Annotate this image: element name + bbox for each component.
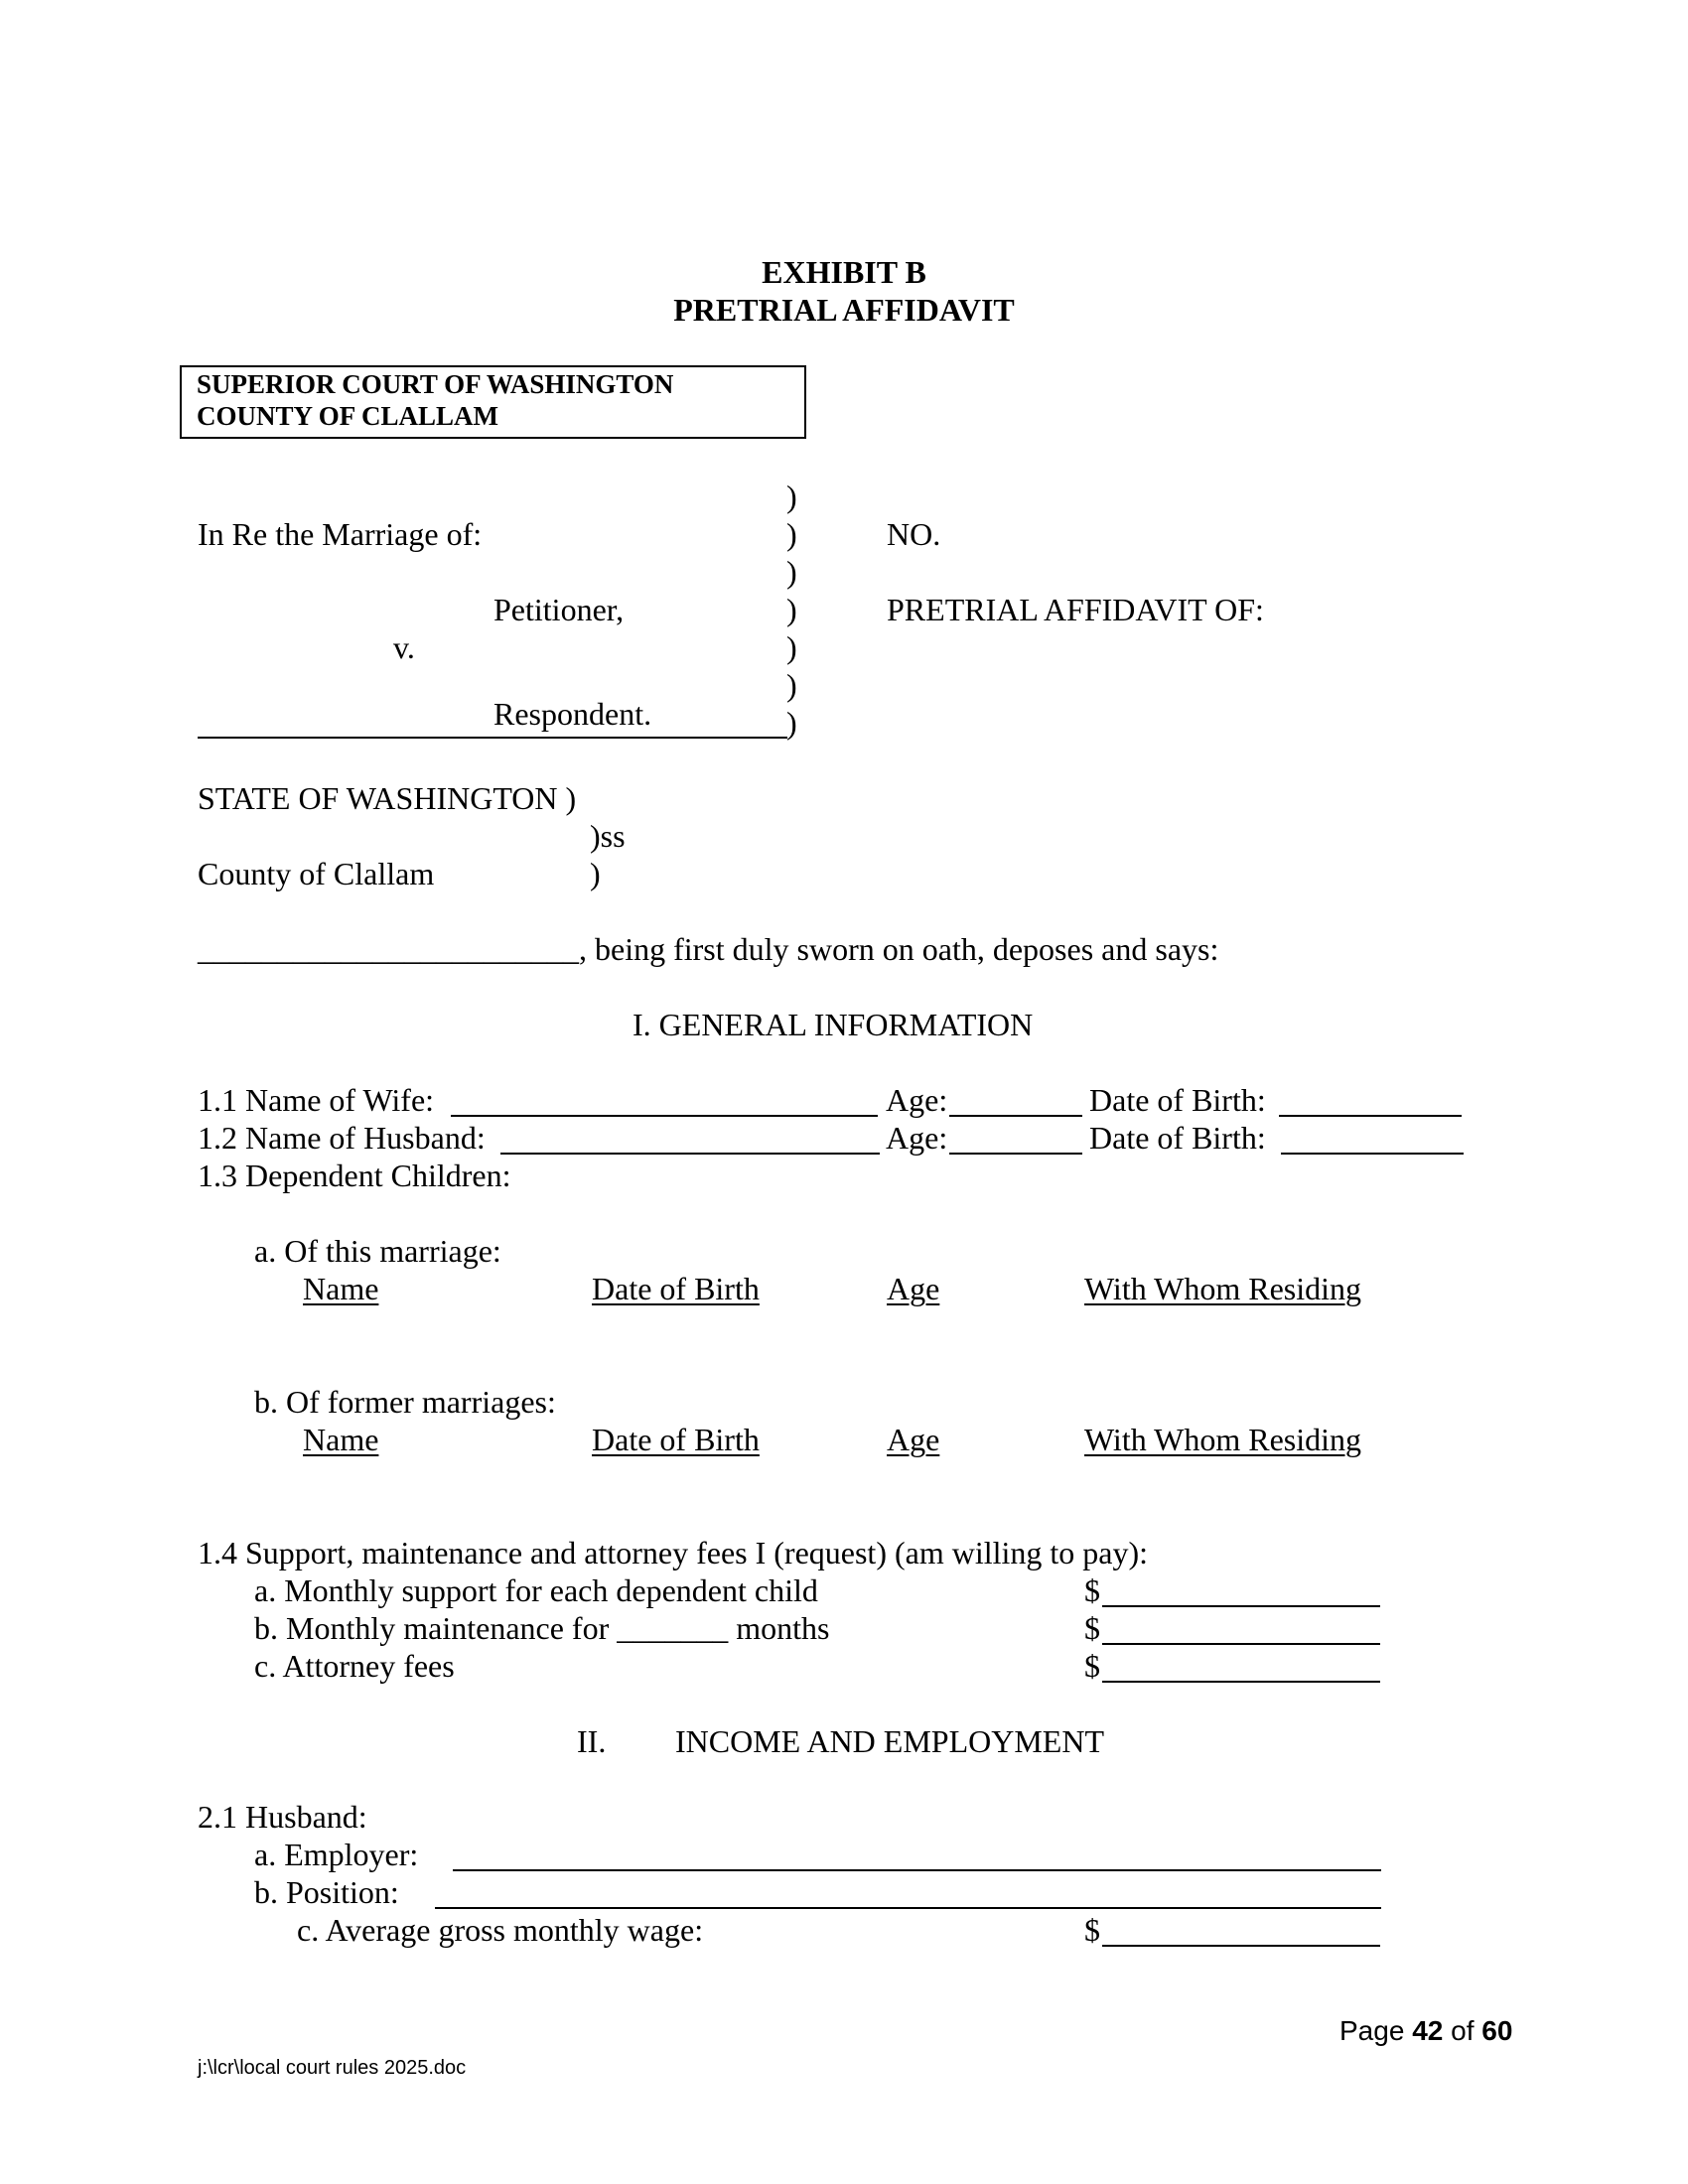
respondent-label: Respondent. [493, 696, 652, 732]
court-name: SUPERIOR COURT OF WASHINGTON [197, 369, 674, 399]
former-marriages-label: b. Of former marriages: [254, 1384, 556, 1420]
maintenance-label: b. Monthly maintenance for _______ months [254, 1610, 830, 1646]
husband-name-field[interactable] [500, 1123, 880, 1155]
wife-dob-label: Date of Birth: [1089, 1082, 1266, 1118]
employer-field[interactable] [453, 1840, 1381, 1871]
wife-age-field[interactable] [949, 1085, 1082, 1117]
versus-label: v. [393, 629, 415, 665]
caption-rule [198, 737, 787, 739]
wife-name-field[interactable] [451, 1085, 878, 1117]
oath-statement [198, 933, 1218, 965]
husband-dob-field[interactable] [1281, 1123, 1464, 1155]
attorney-fees-label: c. Attorney fees [254, 1648, 455, 1684]
wife-dob-field[interactable] [1279, 1085, 1462, 1117]
venue-county: County of Clallam [198, 856, 435, 891]
section-2-numeral: II. [577, 1723, 607, 1759]
dollar-sign: $ [1084, 1648, 1100, 1684]
caption-paren: ) [786, 629, 797, 665]
husband-name-label: 1.2 Name of Husband: [198, 1120, 486, 1156]
col-age-header: Age [887, 1271, 940, 1306]
file-path: j:\lcr\local court rules 2025.doc [198, 2057, 467, 2079]
col-dob-header: Date of Birth [592, 1271, 760, 1306]
dollar-sign: $ [1084, 1610, 1100, 1646]
husband-age-label: Age: [886, 1120, 948, 1156]
position-label: b. Position: [254, 1874, 399, 1910]
husband-employment-label: 2.1 Husband: [198, 1799, 367, 1835]
support-child-label: a. Monthly support for each dependent child [254, 1572, 818, 1608]
oath-text: , being first duly sworn on oath, deposes and says: [579, 931, 1219, 967]
in-re-label: In Re the Marriage of: [198, 516, 483, 552]
wage-label: c. Average gross monthly wage: [297, 1912, 704, 1948]
support-heading: 1.4 Support, maintenance and attorney fees I (request) (am willing to pay): [198, 1535, 1149, 1570]
caption-paren: ) [786, 478, 797, 514]
col-name-header: Name [303, 1422, 379, 1457]
venue-paren: ) [590, 856, 601, 891]
section-2-heading: INCOME AND EMPLOYMENT [675, 1723, 1104, 1759]
position-field[interactable] [435, 1877, 1381, 1909]
col-dob-header: Date of Birth [592, 1422, 760, 1457]
exhibit-label: EXHIBIT B [762, 254, 926, 290]
husband-age-field[interactable] [949, 1123, 1082, 1155]
support-child-amount[interactable] [1102, 1575, 1380, 1607]
husband-dob-label: Date of Birth: [1089, 1120, 1266, 1156]
page-number: Page 42 of 60 [1339, 2015, 1513, 2046]
col-residing-header: With Whom Residing [1084, 1422, 1361, 1457]
case-number-label: NO. [887, 516, 941, 552]
this-marriage-label: a. Of this marriage: [254, 1233, 501, 1269]
affidavit-of-label: PRETRIAL AFFIDAVIT OF: [887, 592, 1264, 627]
employer-label: a. Employer: [254, 1837, 419, 1872]
attorney-fees-amount[interactable] [1102, 1651, 1380, 1683]
wife-name-label: 1.1 Name of Wife: [198, 1082, 435, 1118]
venue-state: STATE OF WASHINGTON ) [198, 780, 577, 816]
caption-paren: ) [786, 705, 797, 741]
wage-amount[interactable] [1102, 1915, 1380, 1947]
maintenance-months-blank[interactable]: _______ [617, 1610, 729, 1646]
caption-paren: ) [786, 667, 797, 703]
maintenance-amount[interactable] [1102, 1613, 1380, 1645]
caption-paren: ) [786, 554, 797, 590]
caption-paren: ) [786, 516, 797, 552]
col-residing-header: With Whom Residing [1084, 1271, 1361, 1306]
wife-age-label: Age: [886, 1082, 948, 1118]
dependent-children-label: 1.3 Dependent Children: [198, 1158, 511, 1193]
dollar-sign: $ [1084, 1912, 1100, 1948]
section-1-heading: I. GENERAL INFORMATION [633, 1007, 1034, 1042]
caption-paren: ) [786, 592, 797, 627]
petitioner-label: Petitioner, [493, 592, 625, 627]
col-age-header: Age [887, 1422, 940, 1457]
venue-ss: )ss [590, 818, 626, 854]
court-county: COUNTY OF CLALLAM [197, 401, 499, 431]
affiant-name-blank[interactable]: ________________________ [198, 931, 579, 967]
page-title: PRETRIAL AFFIDAVIT [673, 292, 1015, 328]
dollar-sign: $ [1084, 1572, 1100, 1608]
col-name-header: Name [303, 1271, 379, 1306]
